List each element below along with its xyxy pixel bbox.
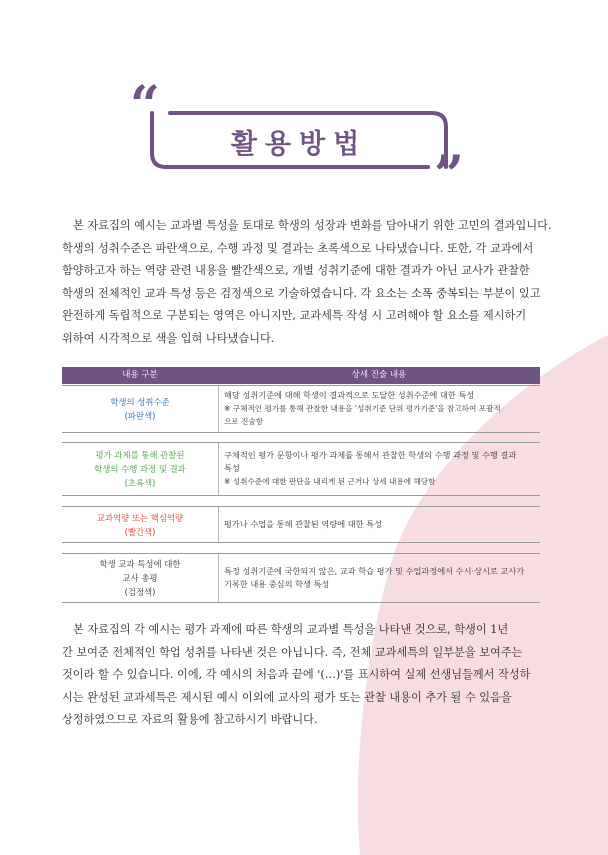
outro-line: 상정하였으므로 자료의 활용에 참고하시기 바랍니다. xyxy=(62,713,318,727)
table-header xyxy=(62,367,540,384)
outro-line: 본 자료집의 각 예시는 평가 과제에 따른 학생의 교과별 특성을 나타낸 것으로, 학생이 1년 xyxy=(73,623,509,636)
table-row-overall xyxy=(62,553,540,603)
detail-line: 특성 xyxy=(224,463,240,474)
category-label: 학생의 수행 과정 및 결과 xyxy=(94,464,186,474)
table-row-achievement xyxy=(62,385,540,433)
detail-competency xyxy=(224,518,536,531)
page-title: 활용방법 xyxy=(230,129,368,160)
outro-line: 간 보여준 전체적인 학업 성취를 나타낸 것은 아닙니다. 즉, 전체 교과세특의 일부분을 보여주는 xyxy=(62,645,523,659)
intro-line: 완전하게 독립적으로 구분되는 영역은 아니지만, 교과세특 작성 시 고려해야 할 요소를 제시하기 xyxy=(62,309,527,323)
category-color: (빨간색) xyxy=(124,526,156,537)
intro-paragraph xyxy=(62,215,550,351)
detail-line: 해당 성취기준에 대해 학생이 결과적으로 도달한 성취수준에 대한 특성 xyxy=(224,390,475,400)
category-color: (파란색) xyxy=(124,411,156,421)
category-label: 학생의 성취수준 xyxy=(110,397,170,407)
outro-paragraph xyxy=(62,619,550,732)
outro-line: 시는 완성된 교과세특은 제시된 예시 이외에 교사의 평가 또는 관찰 내용이 추가 될 수 있음을 xyxy=(62,690,512,704)
category-label: 교과역량 또는 핵심역량 xyxy=(96,512,184,523)
category-label: 평가 과제를 통해 관찰된 xyxy=(95,450,185,460)
detail-overall xyxy=(224,565,536,591)
table-row-competency xyxy=(62,506,540,543)
detail-line: 구체적인 평가 문항이나 평가 과제를 통해서 관찰한 학생의 수행 과정 및 수행 결과 xyxy=(224,450,517,460)
detail-note: 으로 진술함 xyxy=(224,417,264,427)
close-quote-icon: ” xyxy=(434,145,464,206)
intro-line: 위하여 시각적으로 색을 입혀 나타냈습니다. xyxy=(62,331,275,345)
intro-line: 학생의 성취수준은 파란색으로, 수행 과정 및 결과는 초록색으로 나타냈습니다. 또한, 각 교과에서 xyxy=(62,241,534,255)
header-category: 내용 구분 xyxy=(122,370,158,380)
intro-line: 본 자료집의 예시는 교과별 특성을 토대로 학생의 성장과 변화를 담아내기 위한 고민의 결과입니다. xyxy=(73,219,552,232)
detail-line: 특정 성취기준에 국한되지 않은, 교과 학습 평가 및 수업과정에서 수시·상시로 교사가 xyxy=(224,566,525,576)
header-detail: 상세 진술 내용 xyxy=(351,370,407,380)
detail-line: 평가나 수업을 통해 관찰된 역량에 대한 특성 xyxy=(224,519,382,529)
outro-line: 것이라 할 수 있습니다. 이에, 각 예시의 처음과 끝에 '(…)'를 표시하여 실제 선생님들께서 작성하 xyxy=(62,668,531,682)
category-color: (초록색) xyxy=(124,478,156,488)
table-row-process xyxy=(62,442,540,496)
category-overall xyxy=(62,554,219,602)
detail-achievement xyxy=(224,389,536,429)
detail-line: 기록한 내용 중심의 학생 특성 xyxy=(224,579,330,590)
open-quote-icon: “ xyxy=(130,75,160,136)
category-color: (검정색) xyxy=(124,587,156,597)
detail-process xyxy=(224,449,536,489)
category-label: 학생 교과 특성에 대한 xyxy=(99,559,181,569)
category-achievement xyxy=(62,386,219,432)
category-label: 교사 총평 xyxy=(122,573,158,583)
detail-note: ※ 구체적인 평가를 통해 관찰한 내용을 '성취기준 단위 평가기준'을 참고하여 포괄적 xyxy=(224,404,501,414)
category-process xyxy=(62,443,219,495)
intro-line: 함양하고자 하는 역량 관련 내용을 빨간색으로, 개별 성취기준에 대한 결과가 아닌 교사가 관찰한 xyxy=(62,264,530,278)
category-competency xyxy=(62,507,219,542)
intro-line: 학생의 전체적인 교과 특성 등은 검정색으로 기술하였습니다. 각 요소는 소폭 중복되는 부분이 있고 xyxy=(62,286,541,300)
detail-note: ※ 성취수준에 대한 판단을 내리게 된 근거나 상세 내용에 해당함 xyxy=(224,477,436,487)
